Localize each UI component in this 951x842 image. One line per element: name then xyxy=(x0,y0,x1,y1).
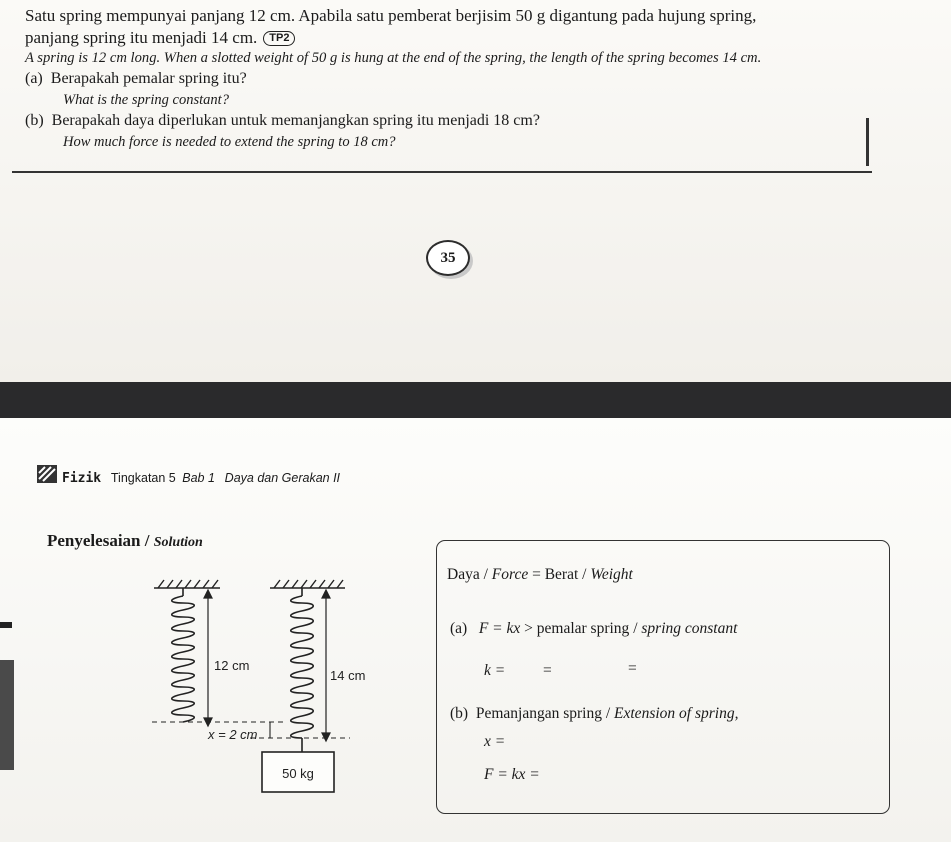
k-equals-1: = xyxy=(543,662,552,679)
chapter-title: Daya dan Gerakan II xyxy=(224,471,341,485)
k-equals-2: = xyxy=(628,660,637,677)
arrow-12cm xyxy=(204,590,212,726)
k-line: k = xyxy=(484,662,506,679)
side-tab-mark xyxy=(0,622,12,628)
part-a-arrow: > xyxy=(524,620,533,637)
question-a-en: What is the spring constant? xyxy=(63,92,229,108)
question-line1-en: A spring is 12 cm long. When a slotted weight of 50 g is hung at the end of the spring, the length of the spring becomes 14 cm. xyxy=(25,50,762,66)
spring-left xyxy=(172,588,195,722)
part-b-line: (b) Pemanjangan spring / Extension of spring, xyxy=(450,705,739,722)
spring-diagram xyxy=(140,572,365,797)
question-a-label: (a) xyxy=(25,70,43,87)
subject-label: Fizik xyxy=(62,471,102,486)
force-ms: Daya xyxy=(447,566,480,583)
page-number: 35 xyxy=(426,240,470,276)
solution-title-ms: Penyelesaian xyxy=(47,531,141,550)
ceiling-right xyxy=(270,580,345,588)
label-14cm: 14 cm xyxy=(330,668,365,683)
x-line: x = xyxy=(484,733,506,750)
solution-title-en: Solution xyxy=(153,535,203,550)
solution-separator: / xyxy=(144,531,150,550)
question-b-text: Berapakah daya diperlukan untuk memanjangkan spring itu menjadi 18 cm? xyxy=(51,112,540,129)
arrow-14cm xyxy=(322,590,330,741)
form-label: Tingkatan 5 xyxy=(110,471,176,485)
part-a-formula: F = kx xyxy=(478,620,521,637)
label-extension: x = 2 cm xyxy=(208,727,258,742)
chapter-label: Bab 1 xyxy=(182,471,215,485)
part-b-ext-ms: Pemanjangan spring xyxy=(475,705,602,722)
part-a-const-en: spring constant xyxy=(641,620,738,637)
page-gap-band xyxy=(0,382,951,418)
part-a-line: (a) F = kx > pemalar spring / spring constant xyxy=(450,620,738,637)
mass-label: 50 kg xyxy=(282,766,314,781)
part-b-ext-en: Extension of spring, xyxy=(614,705,739,722)
ceiling-left xyxy=(154,580,220,588)
side-tab xyxy=(0,660,14,770)
force-en: Force xyxy=(491,566,529,583)
question-a-text: Berapakah pemalar spring itu? xyxy=(50,70,247,87)
question-line1-ms: Satu spring mempunyai panjang 12 cm. Apabila satu pemberat berjisim 50 g digantung pada hujung spring, xyxy=(25,6,757,25)
chapter-header xyxy=(62,470,340,486)
spring-right xyxy=(291,588,314,752)
question-box-edge xyxy=(866,118,869,166)
part-a-const-ms: pemalar spring xyxy=(536,620,630,637)
question-line2-ms xyxy=(25,28,295,48)
book-logo-icon xyxy=(37,465,57,483)
question-b-en: How much force is needed to extend the spring to 18 cm? xyxy=(63,134,396,150)
label-12cm: 12 cm xyxy=(214,658,250,673)
question-b-ms xyxy=(25,112,540,130)
part-a-label: (a) xyxy=(450,620,468,637)
weight-en: Weight xyxy=(590,566,633,583)
solution-heading xyxy=(47,531,203,551)
tp-badge: TP2 xyxy=(263,31,295,46)
question-line2-text: panjang spring itu menjadi 14 cm. xyxy=(25,28,258,47)
question-box-bottom-rule xyxy=(12,171,872,173)
part-b-label: (b) xyxy=(450,705,469,722)
equals-weight-ms: = Berat xyxy=(532,566,579,583)
question-a-ms xyxy=(25,70,247,88)
f-line: F = kx = xyxy=(484,766,540,783)
question-b-label: (b) xyxy=(25,112,44,129)
force-weight-line: Daya / Force = Berat / Weight xyxy=(447,566,633,583)
